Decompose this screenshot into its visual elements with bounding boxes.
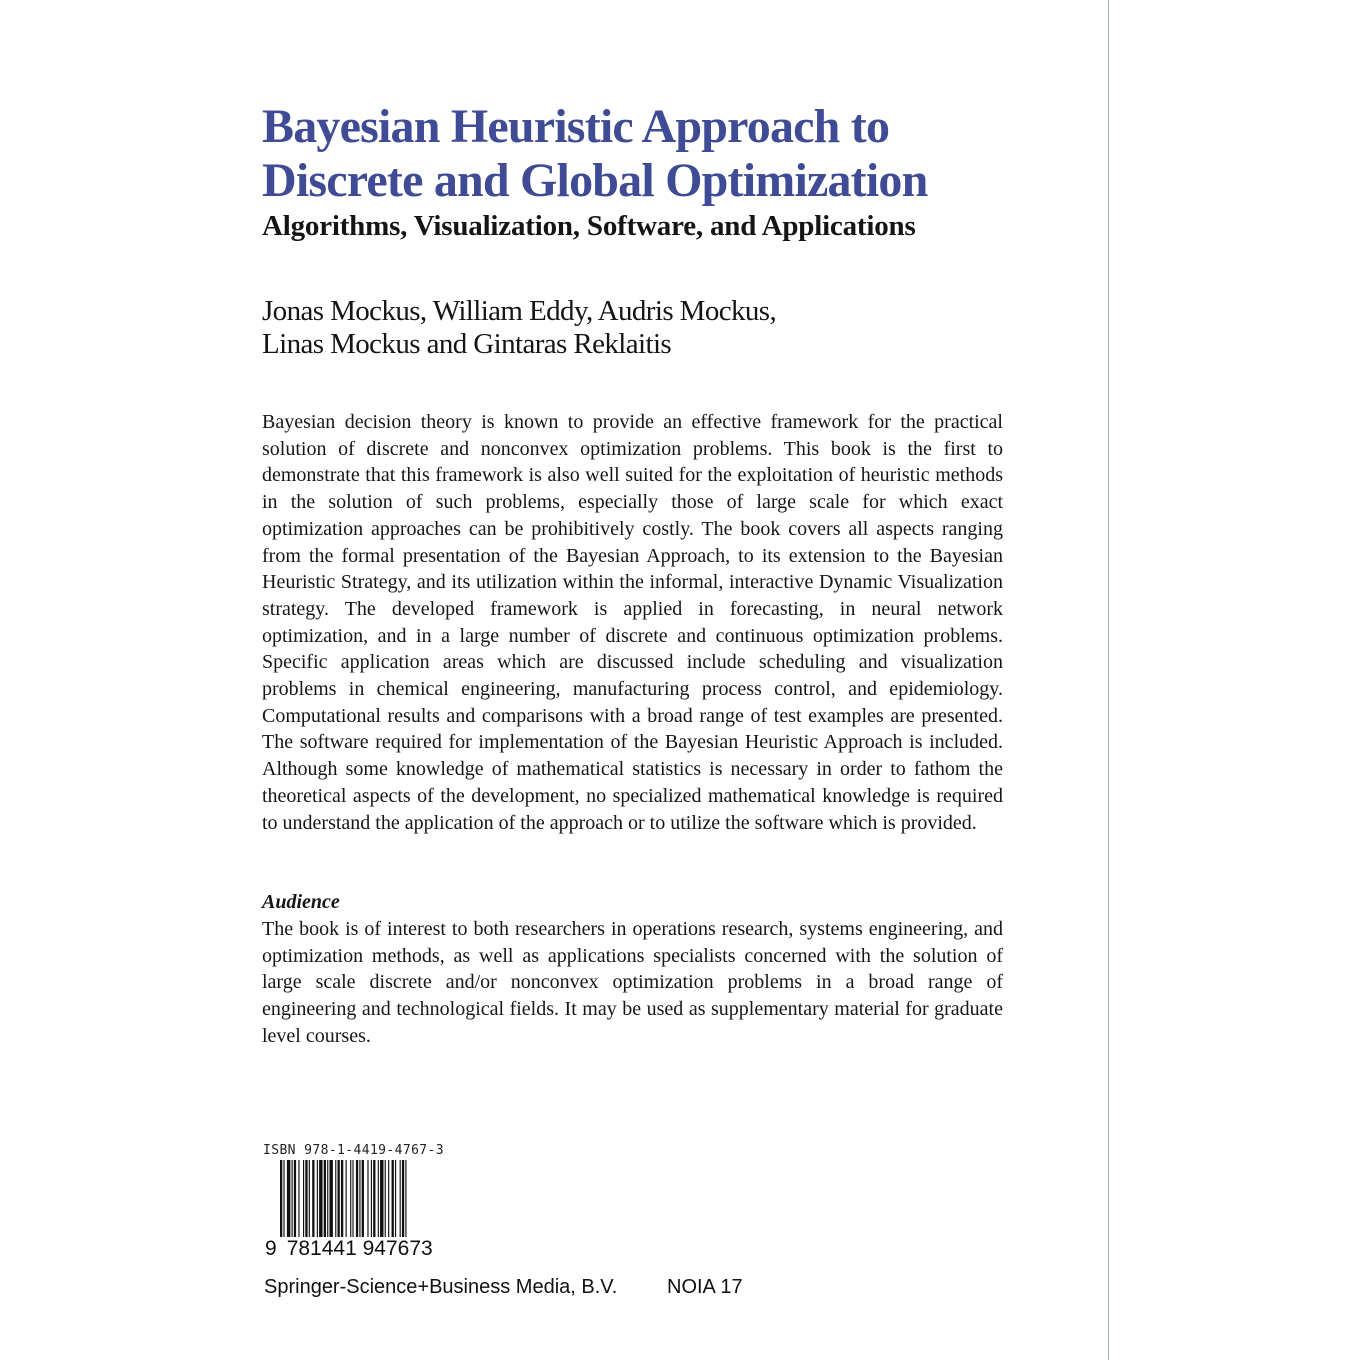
barcode-bar <box>400 1160 401 1248</box>
barcode-bar <box>309 1160 310 1248</box>
publisher-name: Springer-Science+Business Media, B.V. <box>264 1276 618 1298</box>
authors <box>262 295 776 361</box>
barcode-bar <box>356 1160 358 1248</box>
authors-line-1: Jonas Mockus, William Eddy, Audris Mockus, <box>262 295 777 327</box>
barcode-bar <box>385 1160 386 1248</box>
series-code: NOIA 17 <box>667 1276 743 1298</box>
book-subtitle: Algorithms, Visualization, Software, and Applications <box>262 210 916 242</box>
barcode-bar <box>367 1160 368 1248</box>
barcode-bar <box>352 1160 353 1248</box>
barcode-bar <box>327 1160 328 1248</box>
barcode-bar <box>359 1160 360 1248</box>
barcode-image <box>262 1160 462 1248</box>
barcode-bar <box>312 1160 314 1248</box>
barcode-bar <box>303 1160 304 1248</box>
barcode-bar <box>350 1160 351 1248</box>
barcode-bar <box>280 1160 282 1248</box>
authors-line-2: Linas Mockus and Gintaras Reklaitis <box>262 328 672 360</box>
barcode-bar <box>380 1160 383 1248</box>
barcode-bar <box>317 1160 318 1248</box>
barcode-bar <box>283 1160 284 1248</box>
barcode-bar <box>346 1160 347 1248</box>
barcode-bar <box>388 1160 389 1248</box>
barcode-bar <box>324 1160 326 1248</box>
barcode-bar <box>305 1160 307 1248</box>
barcode-bar <box>294 1160 296 1248</box>
barcode-digits <box>265 1237 433 1261</box>
barcode-bar <box>341 1160 343 1248</box>
book-description: Bayesian decision theory is known to provide an effective framework for the practical solution of discrete and nonconvex optimization problems. This book is the first to demonstrate that this framework is also well suited for the exploitation of heuristic methods in the solution of such problems, especially those of large scale for which exact optimization approaches can be prohibitively costly. The book covers all aspects ranging from the formal presentation of the Bayesian Approach, to its extension to the Bayesian Heuristic Strategy, and its utilization within the informal, interactive Dynamic Visualization strategy. The developed framework is applied in forecasting, in neural network optimization, and in a large number of discrete and continuous optimization problems. Specific application areas which are discussed include scheduling and visualization problems in chemical engineering, manufacturing process control, and epidemiology. Computational results and comparisons with a broad range of test examples are presented. The software required for implementation of the Bayesian Heuristic Approach is included. Although some knowledge of mathematical statistics is necessary in order to fathom the theoretical aspects of the development, no specialized mathematical knowledge is required to understand the application of the approach or to utilize the software which is provided. <box>262 411 1003 834</box>
barcode-bar <box>402 1160 404 1248</box>
barcode-bar <box>298 1160 299 1248</box>
book-title-line-1: Bayesian Heuristic Approach to <box>262 100 890 153</box>
isbn-label: ISBN 978-1-4419-4767-3 <box>263 1143 444 1158</box>
cover-edge-line <box>1108 0 1109 1360</box>
barcode-bar <box>362 1160 364 1248</box>
barcode-bar <box>338 1160 340 1248</box>
barcode-bar <box>405 1160 406 1248</box>
audience-text: The book is of interest to both researchers in operations research, systems engineering, and optimization methods, as well as applications specialists concerned with the solution of large scale discrete and/or nonconvex optimization problems in a broad range of engineering and technological fields. It may be used as supplementary material for graduate level courses. <box>262 918 1003 1047</box>
book-title-line-2: Discrete and Global Optimization <box>262 154 928 207</box>
barcode-digit-first: 9 <box>265 1237 277 1260</box>
book-title <box>262 100 1022 208</box>
barcode-bar <box>287 1160 290 1248</box>
barcode-bar <box>395 1160 396 1248</box>
barcode-bar <box>292 1160 293 1248</box>
barcode-bar <box>335 1160 336 1248</box>
barcode-bar <box>378 1160 379 1248</box>
barcode-bar <box>329 1160 332 1248</box>
barcode-bar <box>371 1160 372 1248</box>
barcode-bar <box>319 1160 322 1248</box>
barcode-digits-rest: 781441 947673 <box>286 1237 433 1260</box>
barcode-bar <box>392 1160 394 1248</box>
barcode-bar <box>373 1160 375 1248</box>
audience-heading: Audience <box>262 891 340 913</box>
